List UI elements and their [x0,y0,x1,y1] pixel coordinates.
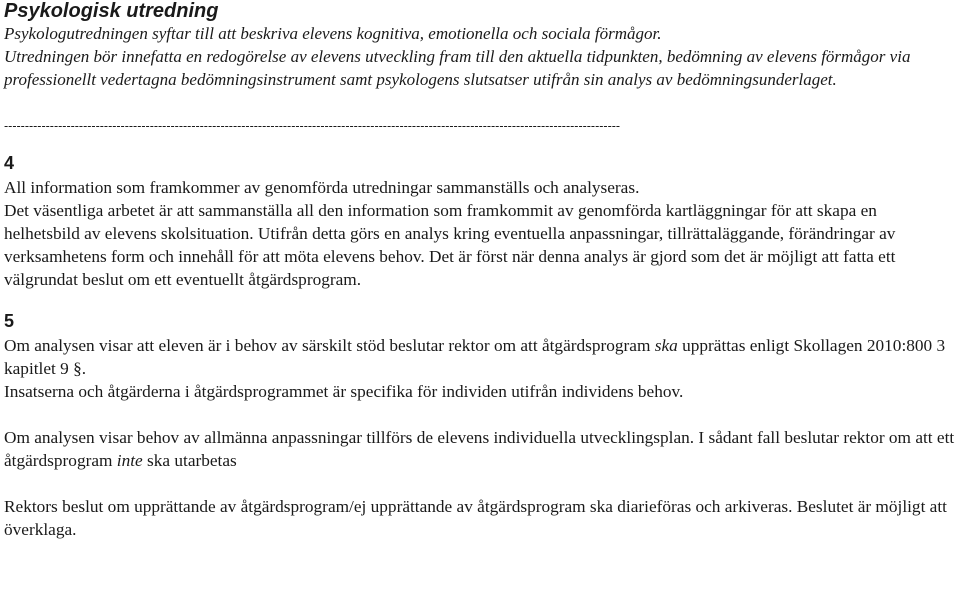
section4-lead: All information som framkommer av genomförda utredningar sammanställs och analyseras. [4,178,640,197]
dashed-divider: ---------------------------------------------------------------------------------------------------------------------------------------------------- [4,119,621,133]
section5-decision-emphasis: ska [654,336,678,355]
section-title: Psykologisk utredning [4,0,219,22]
intro-line-1: Psykologutredningen syftar till att beskriva elevens kognitiva, emotionella och sociala förmågor. [4,24,662,43]
section5-decision-text-b: upprättas enligt Skollagen 2010:800 3 kapitlet 9 §. [4,336,946,378]
section5-adjustments [4,426,956,472]
intro-paragraph: Utredningen bör innefatta en redogörelse av elevens utveckling fram till den aktuella tidpunkten, bedömning av elevens förmågor via professionellt vedertagna bedömningsinstrument samt psykologens slutsatser utifrån sin analys av bedömningsunderlaget. [4,47,911,89]
section5-measures: Insatserna och åtgärderna i åtgärdsprogrammet är specifika för individen utifrån individens behov. [4,382,684,401]
section-number-5: 5 [4,311,15,331]
document-page [4,0,956,541]
section5-appeal: Rektors beslut om upprättande av åtgärdsprogram/ej upprättande av åtgärdsprogram ska diarieföras och arkiveras. Beslutet är möjligt att överklaga. [4,497,947,539]
section5-adjustments-emphasis: inte [116,451,143,470]
section-number-4: 4 [4,153,15,173]
section4-body: Det väsentliga arbetet är att sammanställa all den information som framkommit av genomförda kartläggningar för att skapa en helhetsbild av elevens skolsituation. Utifrån detta görs en analys kring eventuella anpassningar, tillrättaläggande, förändringar av verksamhetens form och innehåll för att möta elevens behov. Det är först när denna analys är gjord som det är möjligt att fatta ett välgrundat beslut om ett eventuellt åtgärdsprogram. [4,201,896,289]
section5-decision-text-a: Om analysen visar att eleven är i behov av särskilt stöd beslutar rektor om att åtgärdsprogram [4,336,655,355]
section5-adjustments-text-a: Om analysen visar behov av allmänna anpassningar tillförs de elevens individuella utvecklingsplan. I sådant fall beslutar rektor om att ett åtgärdsprogram [4,428,955,470]
section5-decision [4,334,956,380]
section5-adjustments-text-b: ska utarbetas [142,451,237,470]
